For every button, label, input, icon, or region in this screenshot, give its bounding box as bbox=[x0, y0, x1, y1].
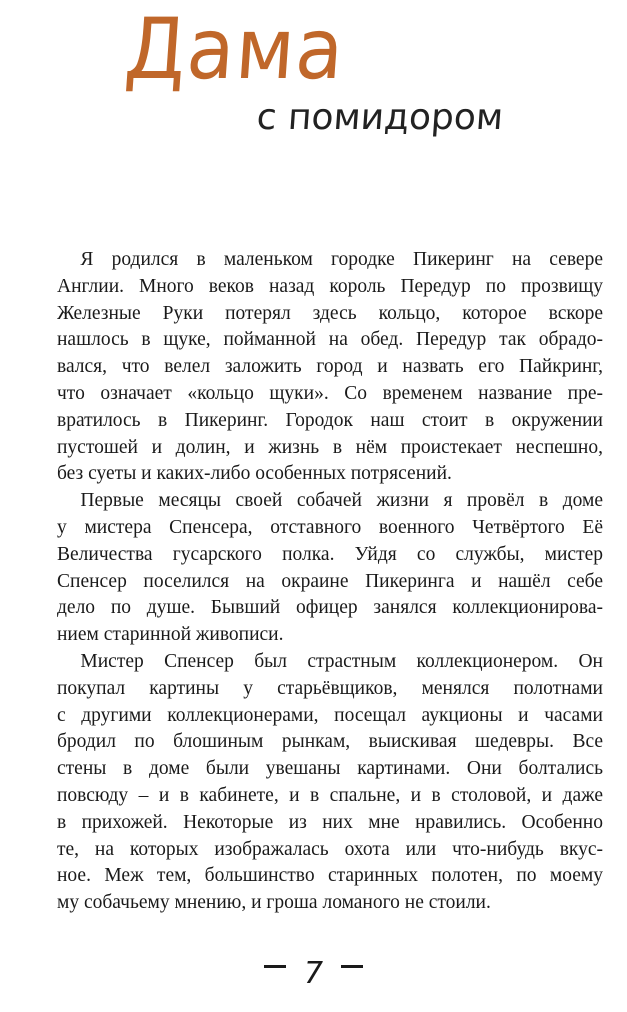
paragraph bbox=[57, 649, 603, 917]
text-line: Мистер Спенсер был страстным коллекционером. Он bbox=[80, 650, 603, 672]
text-line: Величества гусарского полка. Уйдя со службы, мистер bbox=[57, 543, 603, 565]
right-dash bbox=[341, 965, 363, 968]
text-line: Железные Руки потерял здесь кольцо, которое вскоре bbox=[57, 302, 603, 324]
text-line: стены в доме были увешаны картинами. Они болтались bbox=[57, 758, 603, 780]
text-line: вратилось в Пикеринг. Городок наш стоит в окружении bbox=[57, 409, 603, 431]
text-line: му собачьему мнению, и гроша ломаного не стоили. bbox=[57, 892, 491, 914]
text-line: без суеты и каких-либо особенных потрясений. bbox=[57, 463, 452, 485]
left-dash bbox=[264, 965, 286, 968]
text-line: дело по душе. Бывший офицер занялся коллекционирова- bbox=[57, 597, 603, 619]
text-line: в прихожей. Некоторые из них мне нравились. Особенно bbox=[57, 811, 603, 833]
text-line: пустошей и долин, и жизнь в нём проистекает неспешно, bbox=[57, 436, 603, 458]
chapter-subtitle: с помидором bbox=[255, 97, 505, 138]
page-number: 7 bbox=[303, 956, 324, 991]
text-line: бродил по блошиным рынкам, выискивая шедевры. Все bbox=[57, 731, 603, 753]
text-line: нашлось в щуке, пойманной на обед. Передур так обрадо- bbox=[57, 329, 603, 351]
text-line: нием старинной живописи. bbox=[57, 624, 284, 646]
text-line: что означает «кольцо щуки». Со временем название пре- bbox=[57, 382, 603, 404]
page-number-footer bbox=[0, 956, 627, 991]
text-line: у мистера Спенсера, отставного военного Четвёртого Её bbox=[57, 516, 603, 538]
text-line: те, на которых изображалась охота или что-нибудь вкус- bbox=[57, 838, 603, 860]
text-line: покупал картины у старьёвщиков, менялся полотнами bbox=[57, 677, 603, 699]
text-line: Англии. Много веков назад король Передур по прозвищу bbox=[57, 275, 603, 297]
paragraph bbox=[57, 488, 603, 649]
text-line: с другими коллекционерами, посещал аукционы и часами bbox=[57, 704, 603, 726]
text-line: Спенсер поселился на окраине Пикеринга и нашёл себе bbox=[57, 570, 603, 592]
text-line: Первые месяцы своей собачей жизни я провёл в доме bbox=[80, 490, 603, 512]
paragraph bbox=[57, 247, 603, 488]
text-line: Я родился в маленьком городке Пикеринг на севере bbox=[80, 249, 603, 270]
text-line: ное. Меж тем, большинство старинных полотен, по моему bbox=[57, 865, 603, 887]
text-line: вался, что велел заложить город и назвать его Пайкринг, bbox=[57, 356, 603, 378]
text-line: повсюду – и в кабинете, и в спальне, и в столовой, и даже bbox=[57, 784, 603, 806]
chapter-title: Дама bbox=[121, 1, 348, 99]
chapter-body bbox=[57, 247, 603, 917]
